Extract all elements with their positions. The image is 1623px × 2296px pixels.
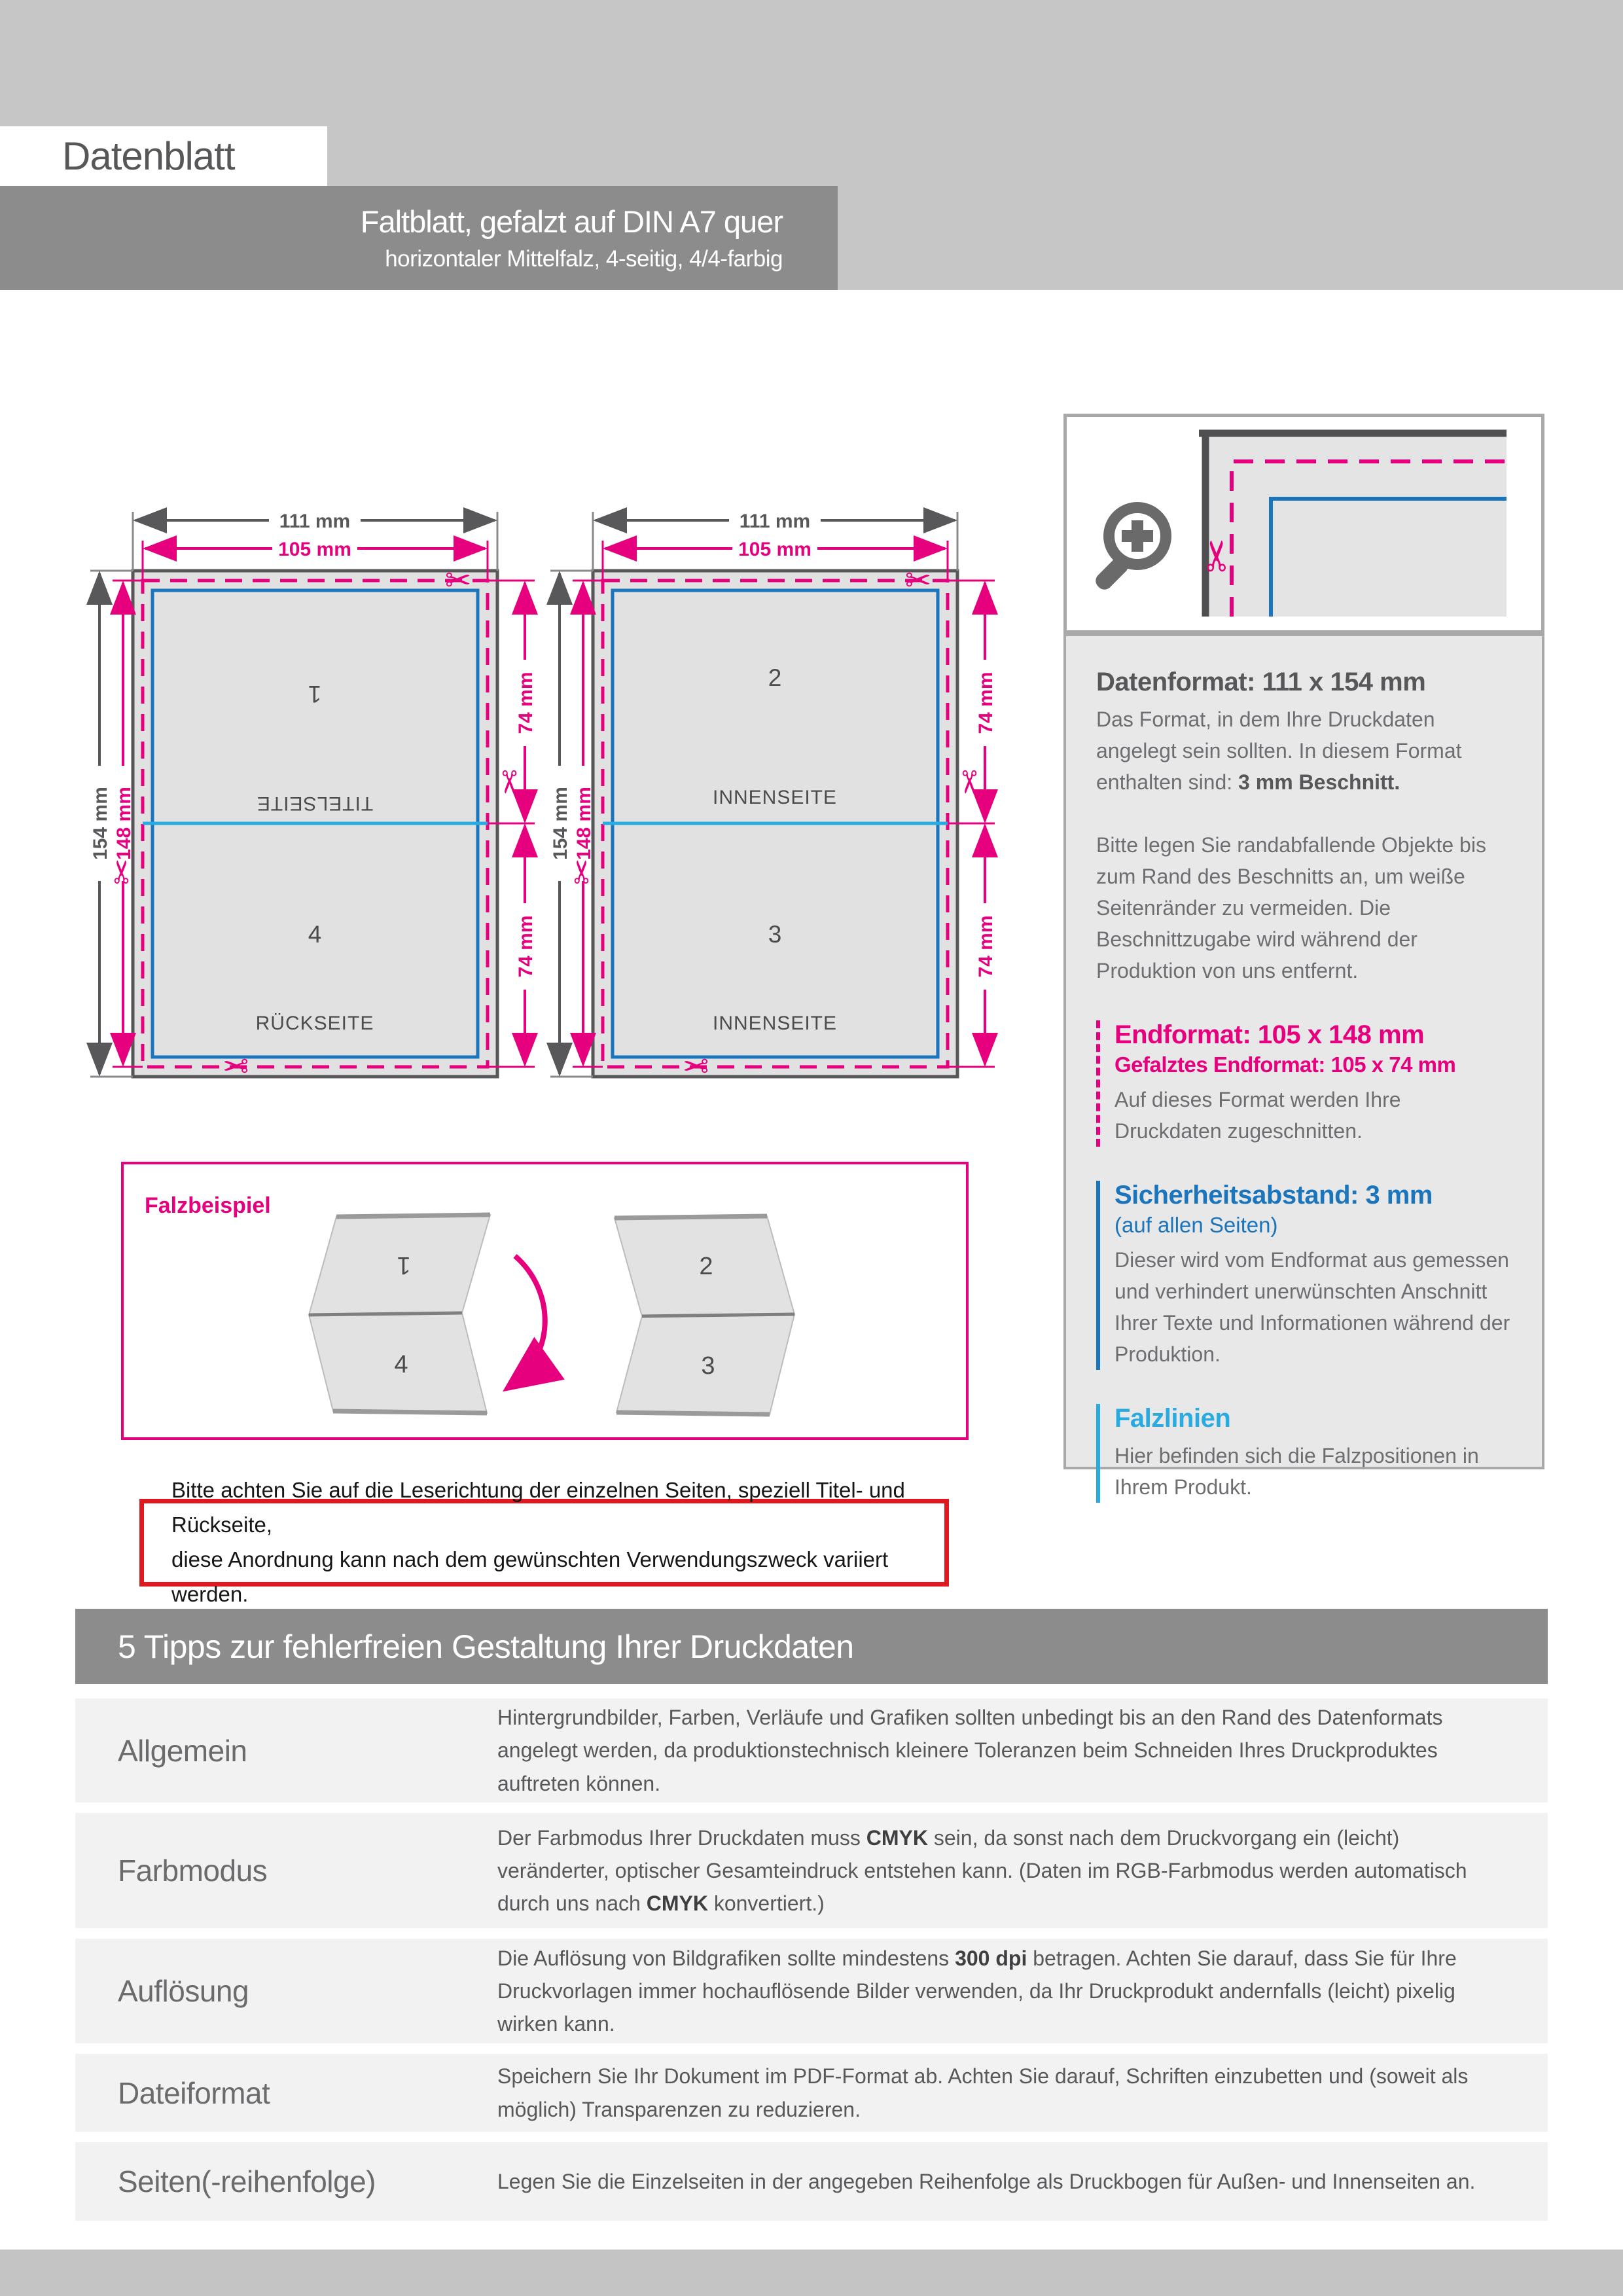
endformat-heading: Endformat: 105 x 148 mm xyxy=(1115,1020,1425,1049)
scissors-icon: ✂ xyxy=(682,1050,709,1085)
dim-width-end: 105 mm xyxy=(738,539,812,560)
dim-half-bottom: 74 mm xyxy=(975,915,997,978)
dim-height-data: 154 mm xyxy=(550,787,571,860)
dim-half-top: 74 mm xyxy=(975,672,997,734)
dim-half-bottom: 74 mm xyxy=(515,915,537,978)
layout-diagram-outer-sheet xyxy=(39,484,550,1113)
datasheet-title: Datenblatt xyxy=(62,134,235,178)
tip-label: Farbmodus xyxy=(118,1854,268,1888)
fold-example-label: Falzbeispiel xyxy=(145,1193,271,1218)
magnifier-plus-icon xyxy=(1098,502,1177,600)
notice-line-2: diese Anordnung kann nach dem gewünschten Verwendungszweck variiert werden. xyxy=(171,1547,889,1606)
sheet-page-number: 1 xyxy=(397,1251,411,1279)
bleed-text: Bitte legen Sie randabfallende Objekte bis zum Rand des Beschnitts an, um weiße Seitenränder zu vermeiden. Die Beschnittzugabe wird während der Produktion von uns entfernt. xyxy=(1096,833,1486,982)
info-panel xyxy=(1063,634,1544,1499)
tip-text: Die Auflösung von Bildgrafiken sollte mindestens 300 dpi betragen. Achten Sie darauf, dass Sie für Ihre Druckvorlagen immer hochauflösende Bilder verwenden, da Ihr Druckprodukt andernfalls (leicht) pixelig wirken kann. xyxy=(497,1946,1457,2036)
scissors-icon: ✂ xyxy=(565,858,600,886)
product-spec: horizontaler Mittelfalz, 4-seitig, 4/4-farbig xyxy=(385,246,783,272)
datenformat-heading: Datenformat: 111 x 154 mm xyxy=(1096,668,1426,696)
tip-row-allgemein xyxy=(75,1698,1548,1803)
reading-direction-notice xyxy=(139,1478,949,1606)
dim-width-data: 111 mm xyxy=(279,511,351,532)
tip-label: Dateiformat xyxy=(118,2075,270,2110)
folded-sheet-front xyxy=(309,1215,490,1413)
detail-sheet-area xyxy=(1202,430,1507,617)
tip-label: Allgemein xyxy=(118,1733,247,1768)
endformat-text: Auf dieses Format werden Ihre Druckdaten zugeschnitten. xyxy=(1115,1088,1401,1143)
scissors-icon: ✂ xyxy=(1194,538,1241,573)
scissors-icon: ✂ xyxy=(105,858,140,886)
page-number-top: 1 xyxy=(308,681,322,708)
safety-subheading: (auf allen Seiten) xyxy=(1115,1213,1278,1237)
safety-text: Dieser wird vom Endformat aus gemessen und verhindert unerwünschten Anschnitt Ihrer Texte und Informationen während der Produktion. xyxy=(1115,1248,1510,1366)
folded-sheet-inner xyxy=(615,1216,794,1414)
dim-height-data: 154 mm xyxy=(90,787,111,860)
datasheet-title-box xyxy=(0,126,327,186)
scissors-icon: ✂ xyxy=(491,768,526,796)
scissors-icon: ✂ xyxy=(444,564,472,598)
foldlines-section xyxy=(1096,1404,1512,1503)
tip-text: Speichern Sie Ihr Dokument im PDF-Format ab. Achten Sie darauf, Schriften einzubetten und (soweit als möglich) Transparenzen zu reduzieren. xyxy=(497,2064,1469,2121)
tip-label: Auflösung xyxy=(118,1974,249,2008)
page-label-top: TITELSEITE xyxy=(256,793,374,814)
endformat-section xyxy=(1096,1020,1512,1147)
safety-section xyxy=(1096,1181,1512,1370)
page-number-bottom: 4 xyxy=(308,921,322,948)
fold-example-drawing xyxy=(124,1164,966,1437)
fold-example-box xyxy=(121,1162,969,1440)
tip-text: Hintergrundbilder, Farben, Verläufe und Grafiken sollten unbedingt bis an den Rand des Datenformats angelegt werden, da produktionstechnisch kleinere Toleranzen beim Schneiden Ihres Druckproduktes auftreten können. xyxy=(497,1706,1443,1795)
zoom-detail-box xyxy=(1063,414,1544,634)
sheet-page-number: 3 xyxy=(701,1352,715,1380)
tip-text: Legen Sie die Einzelseiten in der angegeben Reihenfolge als Druckbogen für Außen- und Innenseiten an. xyxy=(497,2169,1476,2193)
endformat-subheading: Gefalztes Endformat: 105 x 74 mm xyxy=(1115,1052,1456,1077)
dim-width-data: 111 mm xyxy=(739,511,811,532)
dim-width-end: 105 mm xyxy=(278,539,351,560)
dim-height-end: 148 mm xyxy=(573,787,595,860)
dim-height-end: 148 mm xyxy=(113,787,135,860)
tip-row-farbmodus xyxy=(75,1813,1548,1928)
scissors-icon: ✂ xyxy=(222,1050,249,1085)
scissors-icon: ✂ xyxy=(904,564,932,598)
header-band xyxy=(0,186,838,290)
page-label-bottom: RÜCKSEITE xyxy=(255,1013,374,1034)
tip-row-seitenreihenfolge xyxy=(75,2142,1548,2221)
page-number-top: 2 xyxy=(768,664,782,691)
tips-heading-band xyxy=(75,1609,1548,1684)
notice-line-1: Bitte achten Sie auf die Leserichtung der einzelnen Seiten, speziell Titel- und Rückseite, xyxy=(171,1478,905,1537)
scissors-icon: ✂ xyxy=(951,768,986,796)
tip-row-aufloesung xyxy=(75,1939,1548,2043)
page-label-bottom: INNENSEITE xyxy=(712,1013,838,1034)
product-title: Faltblatt, gefalzt auf DIN A7 quer xyxy=(360,204,783,239)
tip-text: Der Farbmodus Ihrer Druckdaten muss CMYK sein, da sonst nach dem Druckvorgang ein (leicht) veränderter, optischer Gesamteindruck entstehen kann. (Daten im RGB-Farbmodus werden automatisch durch uns nach CMYK konvertiert.) xyxy=(497,1825,1467,1916)
magnifier-plus xyxy=(1132,520,1143,552)
footer-band xyxy=(0,2250,1623,2296)
tip-row-dateiformat xyxy=(75,2054,1548,2132)
foldlines-heading: Falzlinien xyxy=(1115,1404,1231,1433)
tips-heading: 5 Tipps zur fehlerfreien Gestaltung Ihrer Druckdaten xyxy=(118,1628,854,1665)
layout-diagram-inner-sheet xyxy=(499,484,1010,1113)
dim-half-top: 74 mm xyxy=(515,672,537,734)
sheet-page-number: 4 xyxy=(394,1351,408,1378)
tip-label: Seiten(-reihenfolge) xyxy=(118,2164,376,2198)
sheet-page-number: 2 xyxy=(699,1253,713,1280)
page-number-bottom: 3 xyxy=(768,921,782,948)
foldlines-text: Hier befinden sich die Falzpositionen in Ihrem Produkt. xyxy=(1115,1444,1479,1499)
safety-heading: Sicherheitsabstand: 3 mm xyxy=(1115,1181,1433,1210)
page-label-top: INNENSEITE xyxy=(712,787,838,808)
datenformat-text: Das Format, in dem Ihre Druckdaten angelegt sein sollten. In diesem Format enthalten sind: 3 mm Beschnitt. xyxy=(1096,708,1462,794)
fold-direction-arrow xyxy=(511,1256,545,1386)
